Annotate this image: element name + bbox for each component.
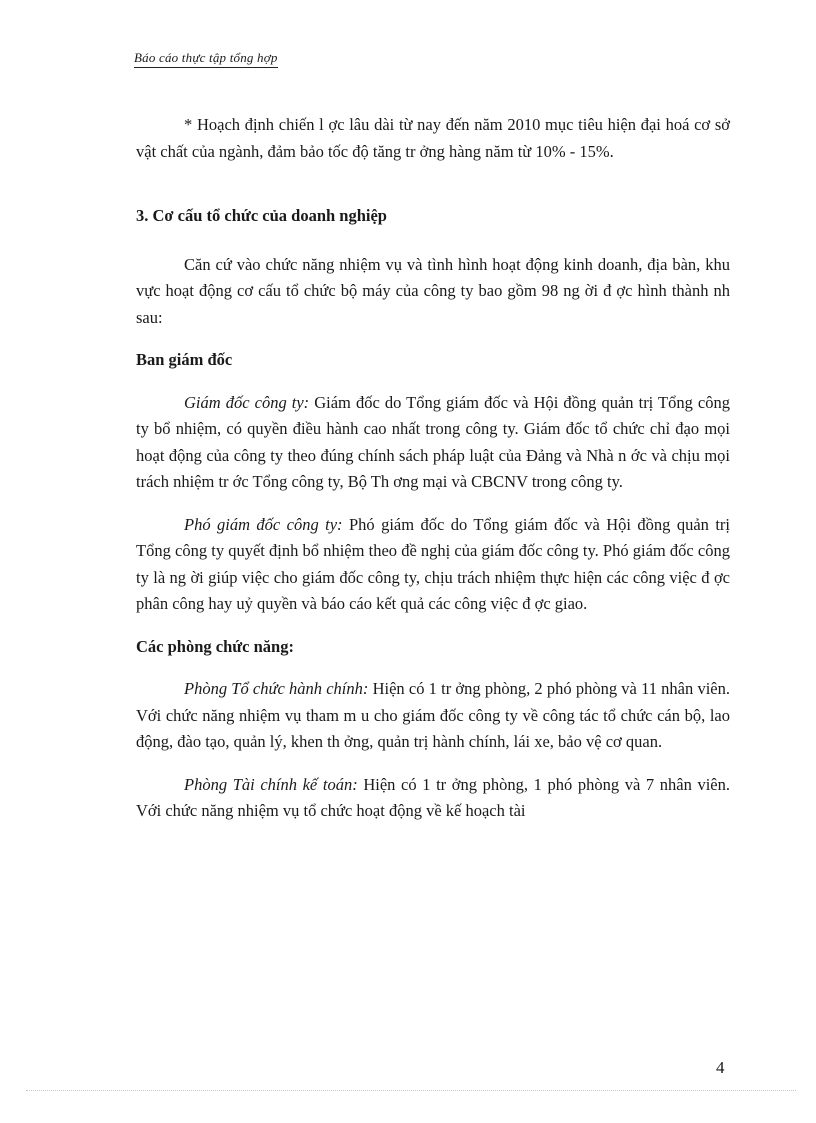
- document-body: [136, 112, 730, 825]
- admin-department-text: Hiện có 1 tr ởng phòng, 2 phó phòng và 11 nhân viên. Với chức năng nhiệm vụ tham m u cho giám đốc công ty về công tác tổ chức cán bộ, lao động, đào tạo, quản lý, khen th ởng, quản trị hành chính, lái xe, bảo vệ cơ quan.: [136, 679, 730, 751]
- deputy-director-label: Phó giám đốc công ty:: [184, 514, 343, 534]
- running-header: Báo cáo thực tập tổng hợp: [134, 50, 278, 68]
- board-of-directors-heading: Ban giám đốc: [136, 350, 233, 369]
- director-text: Giám đốc do Tổng giám đốc và Hội đồng quản trị Tổng công ty bổ nhiệm, có quyền điều hành cao nhất trong công ty. Giám đốc tổ chức chỉ đạo mọi hoạt động của công ty theo đúng chính sách pháp luật của Đảng và Nhà n ớc và chịu mọi trách nhiệm tr ớc Tổng công ty, Bộ Th ơng mại và CBCNV trong công ty.: [136, 392, 731, 491]
- finance-department-paragraph: [136, 772, 730, 825]
- page-bottom-divider: [26, 1090, 796, 1091]
- director-label: Giám đốc công ty:: [184, 392, 310, 412]
- strategy-paragraph: * Hoạch định chiến l ợc lâu dài từ nay đến năm 2010 mục tiêu hiện đại hoá cơ sở vật chất của ngành, đảm bảo tốc độ tăng tr ởng hàng năm từ 10% - 15%.: [136, 115, 730, 161]
- director-paragraph: [136, 390, 730, 496]
- admin-department-label: Phòng Tổ chức hành chính:: [184, 679, 369, 698]
- section-3-heading: 3. Cơ cấu tổ chức của doanh nghiệp: [136, 206, 387, 225]
- finance-department-label: Phòng Tài chính kế toán:: [184, 774, 358, 794]
- page-number: 4: [716, 1058, 725, 1077]
- admin-department-paragraph: [136, 676, 730, 756]
- section-3-intro-paragraph: Căn cứ vào chức năng nhiệm vụ và tình hình hoạt động kinh doanh, địa bàn, khu vực hoạt động cơ cấu tổ chức bộ máy của công ty bao gồm 98 ng ời đ ợc hình thành nh sau:: [136, 254, 730, 327]
- deputy-director-paragraph: [136, 512, 730, 618]
- finance-department-text: Hiện có 1 tr ởng phòng, 1 phó phòng và 7 nhân viên. Với chức năng nhiệm vụ tổ chức hoạt động về kế hoạch tài: [136, 774, 730, 820]
- functional-departments-heading: Các phòng chức năng:: [136, 636, 294, 656]
- deputy-director-text: Phó giám đốc do Tổng giám đốc và Hội đồng quản trị Tổng công ty quyết định bổ nhiệm theo đề nghị của giám đốc công ty. Phó giám đốc công ty là ng ời giúp việc cho giám đốc công ty, chịu trách nhiệm thực hiện các công việc đ ợc phân công hay uỷ quyền và báo cáo kết quả các công việc đ ợc giao.: [136, 514, 730, 613]
